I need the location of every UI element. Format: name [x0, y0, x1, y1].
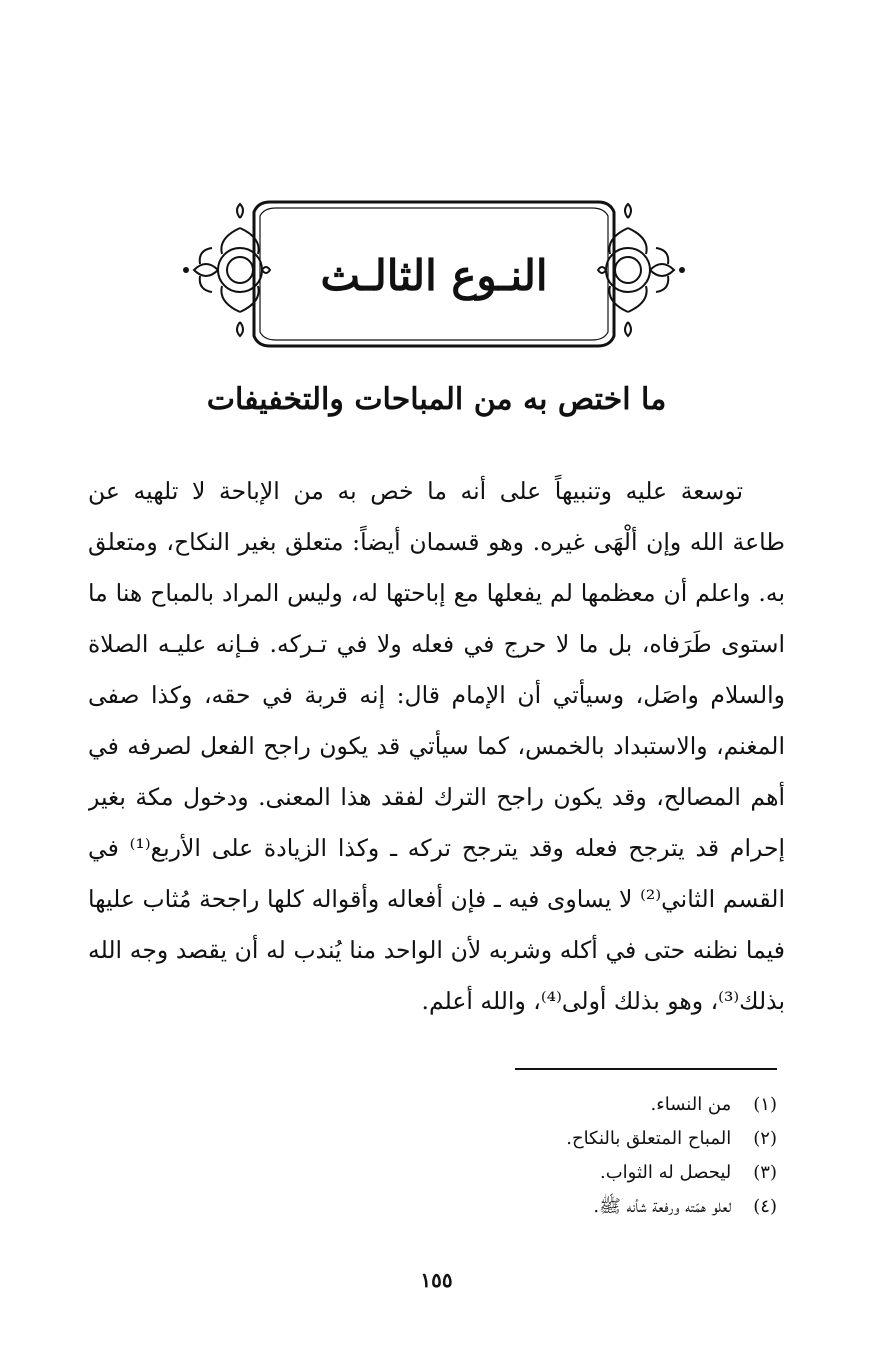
footnote-item	[357, 1088, 777, 1122]
footnote-separator	[515, 1068, 777, 1070]
chapter-header-ornament	[178, 188, 690, 360]
text-line: إحرام قد يترجح فعله وقد يترجح تركه ـ وكذا الزيادة على الأربع⁽¹⁾ في	[88, 834, 785, 862]
text-line: فيما نظنه حتى في أكله وشربه لأن الواحد منا يُندب له أن يقصد وجه الله	[88, 936, 785, 964]
footnote-text: من النساء.	[650, 1094, 732, 1115]
text-line: به. واعلم أن معظمها لم يفعلها مع إباحتها له، وليس المراد بالمباح هنا ما	[88, 579, 785, 607]
body-paragraph	[88, 466, 785, 1027]
text-line: القسم الثاني⁽²⁾ لا يساوى فيه ـ فإن أفعاله وأقواله كلها راجحة مُثاب عليها	[88, 885, 785, 913]
footnote-item	[357, 1122, 777, 1156]
footnote-number: (٢)	[753, 1128, 777, 1149]
text-line: توسعة عليه وتنبيهاً على أنه ما خص به من الإباحة لا تلهيه عن	[88, 477, 743, 505]
text-line: المغنم، والاستبداد بالخمس، كما سيأتي قد يكون راجح الفعل لصرفه في	[88, 732, 785, 760]
section-title: ما اختص به من المباحات والتخفيفات	[206, 382, 667, 417]
footnote-number: (٤)	[753, 1196, 777, 1217]
text-line: بذلك⁽³⁾، وهو بذلك أولى⁽⁴⁾، والله أعلم.	[421, 987, 785, 1015]
text-line: استوى طَرَفاه، بل ما لا حرج في فعله ولا في تـركه. فـإنه عليـه الصلاة	[88, 630, 785, 658]
footnote-text: ليحصل له الثواب.	[600, 1162, 732, 1183]
chapter-title: النـوع الثالـث	[320, 250, 548, 300]
footnote-number: (١)	[753, 1094, 777, 1115]
footnote-item	[357, 1156, 777, 1190]
footnote-text: المباح المتعلق بالنكاح.	[566, 1128, 732, 1149]
text-line: والسلام واصَل، وسيأتي أن الإمام قال: إنه قربة في حقه، وكذا صفى	[88, 681, 785, 709]
footnotes	[357, 1088, 777, 1224]
footnote-item	[357, 1190, 777, 1224]
footnote-text: لعلو همّته ورفعة شأنه ﷺ.	[593, 1196, 732, 1217]
footnote-number: (٣)	[753, 1162, 777, 1183]
text-line: أهم المصالح، وقد يكون راجح الترك لفقد هذا المعنى. ودخول مكة بغير	[88, 783, 785, 811]
page-number: ١٥٥	[420, 1268, 453, 1292]
text-line: طاعة الله وإن ألْهَى غيره. وهو قسمان أيضاً: متعلق بغير النكاح، ومتعلق	[88, 528, 785, 556]
